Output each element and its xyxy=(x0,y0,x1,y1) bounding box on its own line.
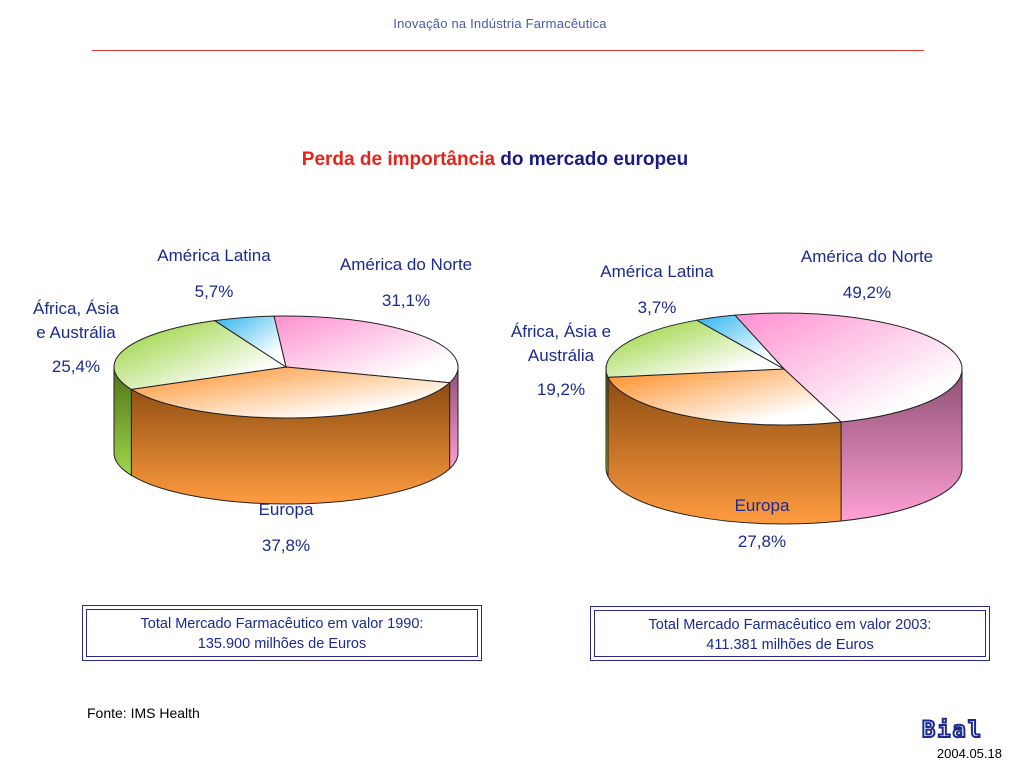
pie2-label-europa-name: Europa xyxy=(734,496,790,515)
pie2-label-america-latina-name: América Latina xyxy=(600,262,714,281)
pie1-label-europa-value: 37,8% xyxy=(261,536,311,555)
pie1-side-america-do-norte xyxy=(450,367,458,469)
pie1-label-africa-asia xyxy=(16,297,136,379)
total-box-2003 xyxy=(590,606,990,661)
total-box-2003-inner xyxy=(594,610,986,657)
pie2-label-america-latina xyxy=(586,260,728,320)
source-note: Fonte: IMS Health xyxy=(87,705,200,721)
pie2-label-africa-asia xyxy=(496,320,626,402)
pie2-label-africa-asia-value: 19,2% xyxy=(536,380,586,399)
pie1-label-america-latina-name: América Latina xyxy=(157,246,271,265)
pie2-label-europa xyxy=(702,494,822,554)
pie1-label-america-norte-name: América do Norte xyxy=(339,255,473,274)
pie1-label-africa-asia-name1: África, Ásia xyxy=(33,299,119,318)
bial-logo-text: Bial xyxy=(922,718,983,742)
pie2-label-america-norte xyxy=(786,245,948,305)
date-stamp: 2004.05.18 xyxy=(936,746,1002,761)
pie1-label-america-norte-value: 31,1% xyxy=(381,291,431,310)
pie1-label-europa-name: Europa xyxy=(258,500,314,519)
pie2-label-america-norte-value: 49,2% xyxy=(842,283,892,302)
pie-chart-2003 xyxy=(606,313,962,524)
total-2003-line2: 411.381 milhões de Euros xyxy=(706,637,874,653)
pie1-label-europa xyxy=(226,498,346,558)
pie2-label-america-latina-value: 3,7% xyxy=(637,298,677,317)
pie2-label-africa-asia-name1: África, Ásia e xyxy=(510,322,612,341)
total-box-1990 xyxy=(82,605,482,661)
chart-title-rest: do mercado europeu xyxy=(495,149,689,170)
pie2-label-america-norte-name: América do Norte xyxy=(800,247,934,266)
pie1-label-america-norte xyxy=(326,253,486,313)
total-box-1990-inner xyxy=(86,609,478,657)
total-1990-line1: Total Mercado Farmacêutico em valor 1990: xyxy=(140,616,424,632)
pie1-label-africa-asia-value: 25,4% xyxy=(51,357,101,376)
pie1-label-africa-asia-name2: e Austrália xyxy=(36,323,116,342)
pie1-label-america-latina xyxy=(144,244,284,304)
pie2-label-europa-value: 27,8% xyxy=(737,532,787,551)
total-2003-line1: Total Mercado Farmacêutico em valor 2003: xyxy=(648,617,932,633)
chart-title-highlight: Perda de importância xyxy=(301,149,496,170)
header-title: Inovação na Indústria Farmacêutica xyxy=(393,16,607,31)
bial-logo xyxy=(920,716,1010,742)
pie2-label-africa-asia-name2: Austrália xyxy=(527,346,595,365)
pie1-label-america-latina-value: 5,7% xyxy=(194,282,234,301)
pie-chart-1990 xyxy=(114,316,458,504)
total-1990-line2: 135.900 milhões de Euros xyxy=(197,636,367,652)
